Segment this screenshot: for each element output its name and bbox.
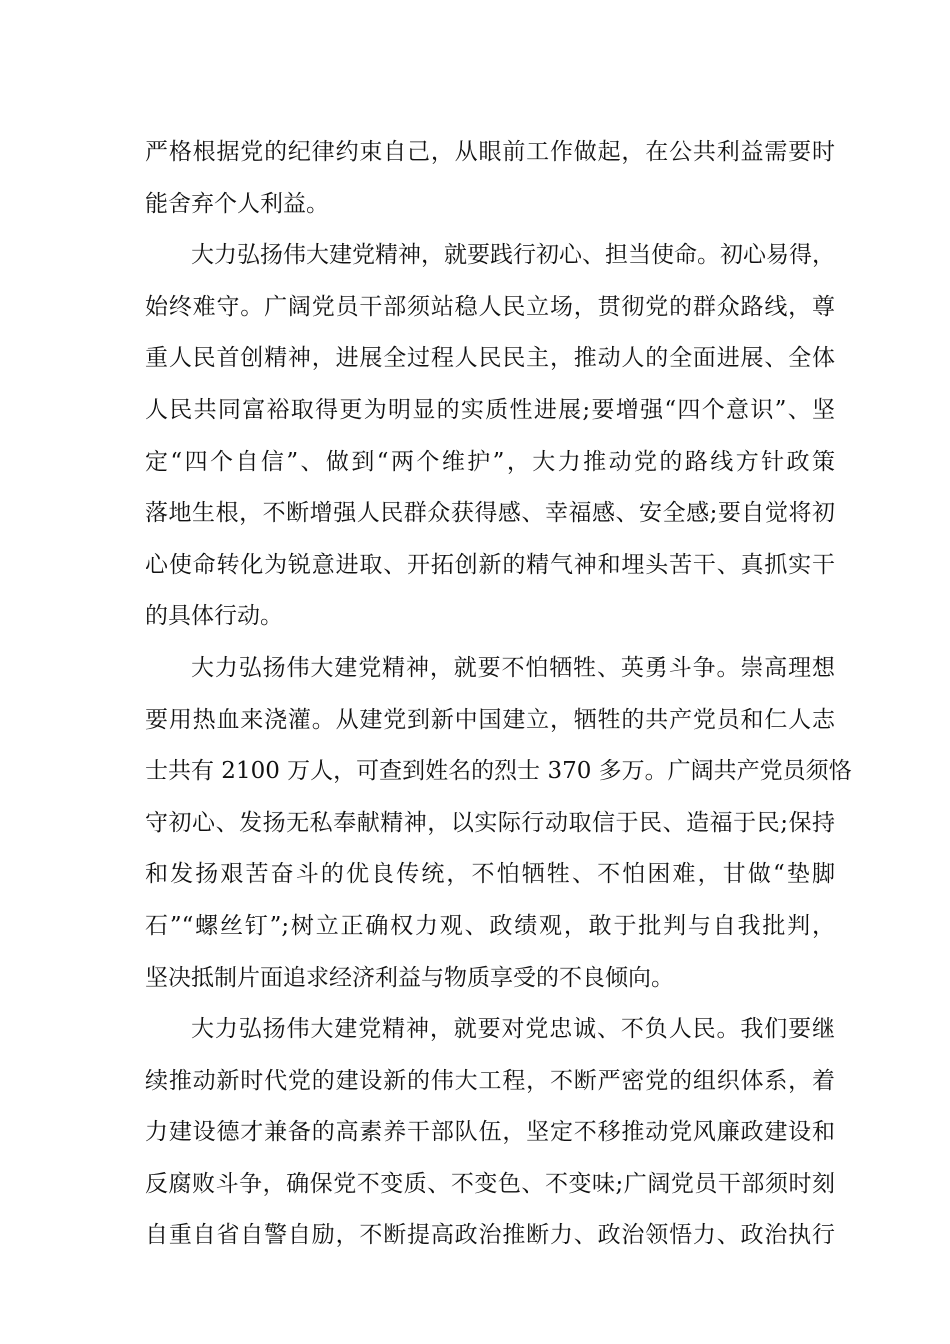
text-line: 重人民首创精神，进展全过程人民民主，推动人的全面进展、全体 [145, 345, 835, 372]
text-line: 反腐败斗争，确保党不变质、不变色、不变味;广阔党员干部须时刻 [145, 1170, 835, 1197]
text-line: 落地生根，不断增强人民群众获得感、幸福感、安全感;要自觉将初 [145, 500, 835, 527]
text-line: 要用热血来浇灌。从建党到新中国建立，牺牲的共产党员和仁人志 [145, 706, 835, 733]
text-line: 定“四个自信”、做到“两个维护”，大力推动党的路线方针政策 [145, 448, 835, 475]
text-line: 力建设德才兼备的高素养干部队伍，坚定不移推动党风廉政建设和 [145, 1119, 835, 1146]
text-line: 坚决抵制片面追求经济利益与物质享受的不良倾向。 [145, 964, 674, 991]
text-line: 大力弘扬伟大建党精神，就要不怕牺牲、英勇斗争。崇高理想 [191, 654, 835, 681]
text-line: 和发扬艰苦奋斗的优良传统，不怕牺牲、不怕困难，甘做“垫脚 [145, 861, 835, 888]
text-line: 大力弘扬伟大建党精神，就要践行初心、担当使命。初心易得， [191, 242, 835, 269]
text-line: 能舍弃个人利益。 [145, 190, 329, 217]
text-line: 的具体行动。 [145, 603, 283, 630]
text-line: 石”“螺丝钉”;树立正确权力观、政绩观，敢于批判与自我批判， [145, 912, 835, 939]
text-line: 自重自省自警自励，不断提高政治推断力、政治领悟力、政治执行 [145, 1222, 835, 1249]
text-line: 大力弘扬伟大建党精神，就要对党忠诚、不负人民。我们要继 [191, 1016, 835, 1043]
text-line: 心使命转化为锐意进取、开拓创新的精气神和埋头苦干、真抓实干 [145, 551, 835, 578]
text-line: 严格根据党的纪律约束自己，从眼前工作做起，在公共利益需要时 [145, 139, 835, 165]
text-line: 续推动新时代党的建设新的伟大工程，不断严密党的组织体系，着 [145, 1067, 835, 1094]
text-line: 人民共同富裕取得更为明显的实质性进展;要增强“四个意识”、坚 [145, 396, 835, 423]
text-line: 始终难守。广阔党员干部须站稳人民立场，贯彻党的群众路线，尊 [145, 293, 835, 320]
text-line: 士共有 2100 万人，可查到姓名的烈士 370 多万。广阔共产党员须恪 [145, 758, 852, 785]
document-body [145, 127, 852, 1262]
text-line: 守初心、发扬无私奉献精神，以实际行动取信于民、造福于民;保持 [145, 809, 835, 836]
